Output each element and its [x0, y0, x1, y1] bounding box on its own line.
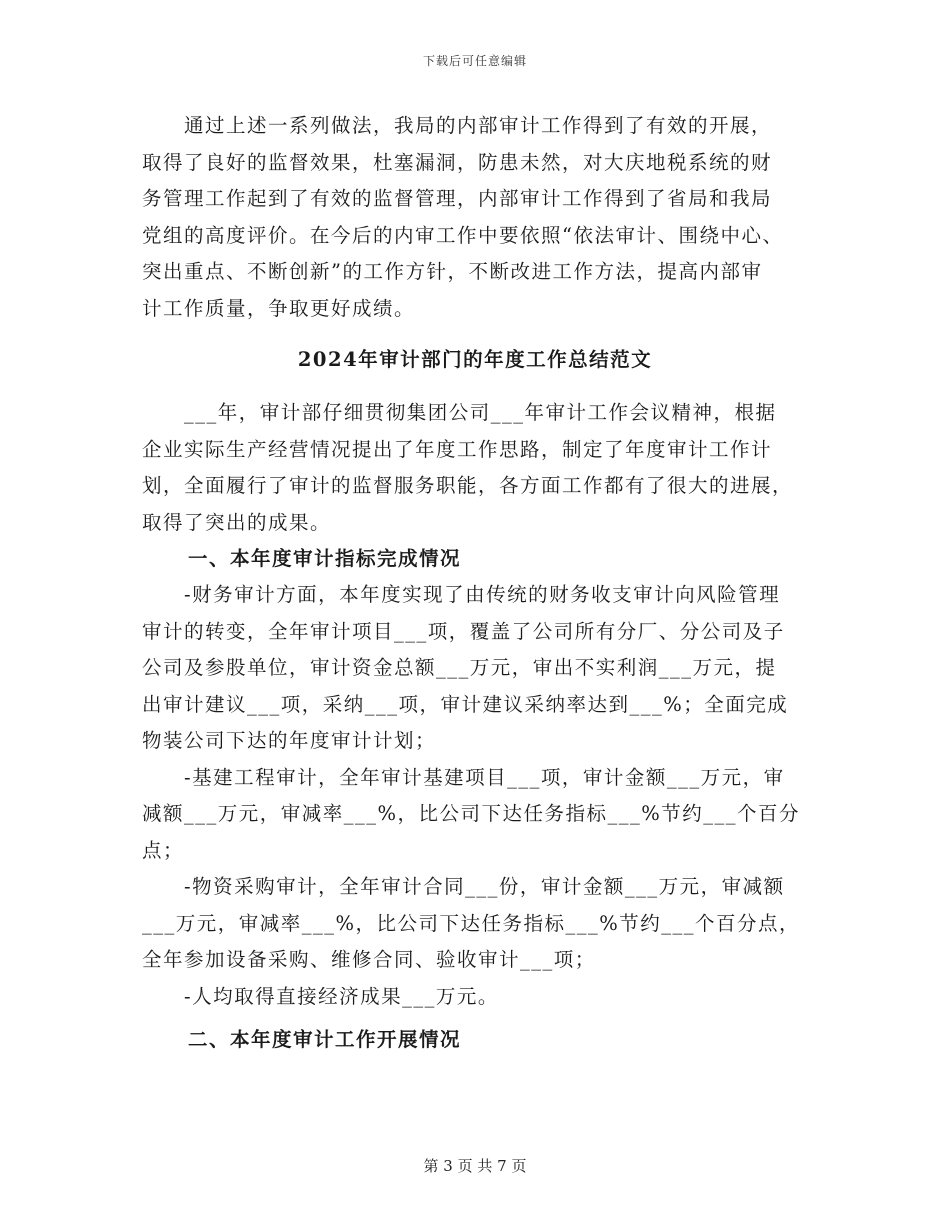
text-line: 出审计建议___项，采纳___项，审计建议采纳率达到___%；全面完成 [142, 692, 789, 716]
text-line: 公司及参股单位，审计资金总额___万元，审出不实利润___万元，提 [142, 656, 777, 679]
section-heading-1: 一、本年度审计指标完成情况 [188, 547, 462, 570]
text-line: 计工作质量，争取更好成绩。 [142, 296, 416, 320]
text-line: 取得了良好的监督效果，杜塞漏洞，防患未然，对大庆地税系统的财 [142, 150, 773, 174]
text-line: 减额___万元，审减率___%，比公司下达任务指标___%节约___个百分 [142, 802, 801, 825]
text-line: 取得了突出的成果。 [142, 510, 332, 534]
text-line: -基建工程审计，全年审计基建项目___项，审计金额___万元，审 [142, 765, 785, 789]
text-line: 划，全面履行了审计的监督服务职能，各方面工作都有了很大的进展， [142, 474, 794, 497]
text-line: -物资采购审计，全年审计合同___份，审计金额___万元，审减额 [142, 875, 785, 898]
section1-body [142, 577, 822, 1015]
text-line: ___万元，审减率___%，比公司下达任务指标___%节约___个百分点， [142, 911, 801, 935]
page-header: 下载后可任意编辑 [422, 54, 527, 68]
document-title: 2024年审计部门的年度工作总结范文 [297, 348, 653, 371]
text-line: ___年，审计部仔细贯彻集团公司___年审计工作会议精神，根据 [142, 401, 777, 424]
text-line: -人均取得直接经济成果___万元。 [142, 984, 499, 1008]
text-line: 全年参加设备采购、维修合同、验收审计___项； [142, 948, 596, 971]
page-footer: 第 3 页 共 7 页 [423, 1157, 527, 1175]
section-heading-2: 二、本年度审计工作开展情况 [188, 1028, 462, 1051]
text-line: 点； [142, 838, 185, 862]
intro-paragraph [142, 108, 822, 327]
text-line: 务管理工作起到了有效的监督管理，内部审计工作得到了省局和我局 [142, 187, 773, 210]
text-line: 企业实际生产经营情况提出了年度工作思路，制定了年度审计工作计 [142, 437, 773, 461]
text-line: -财务审计方面，本年度实现了由传统的财务收支审计向风险管理 [142, 583, 781, 606]
text-line: 党组的高度评价。在今后的内审工作中要依照“依法审计、围绕中心、 [142, 223, 784, 247]
opening-paragraph [142, 395, 822, 541]
text-line: 审计的转变，全年审计项目___项，覆盖了公司所有分厂、分公司及子 [142, 619, 785, 643]
text-line: 物装公司下达的年度审计计划； [142, 729, 437, 752]
text-line: 通过上述一系列做法，我局的内部审计工作得到了有效的开展， [142, 114, 773, 137]
text-line: 突出重点、不断创新”的工作方针，不断改进工作方法，提高内部审 [142, 260, 763, 283]
